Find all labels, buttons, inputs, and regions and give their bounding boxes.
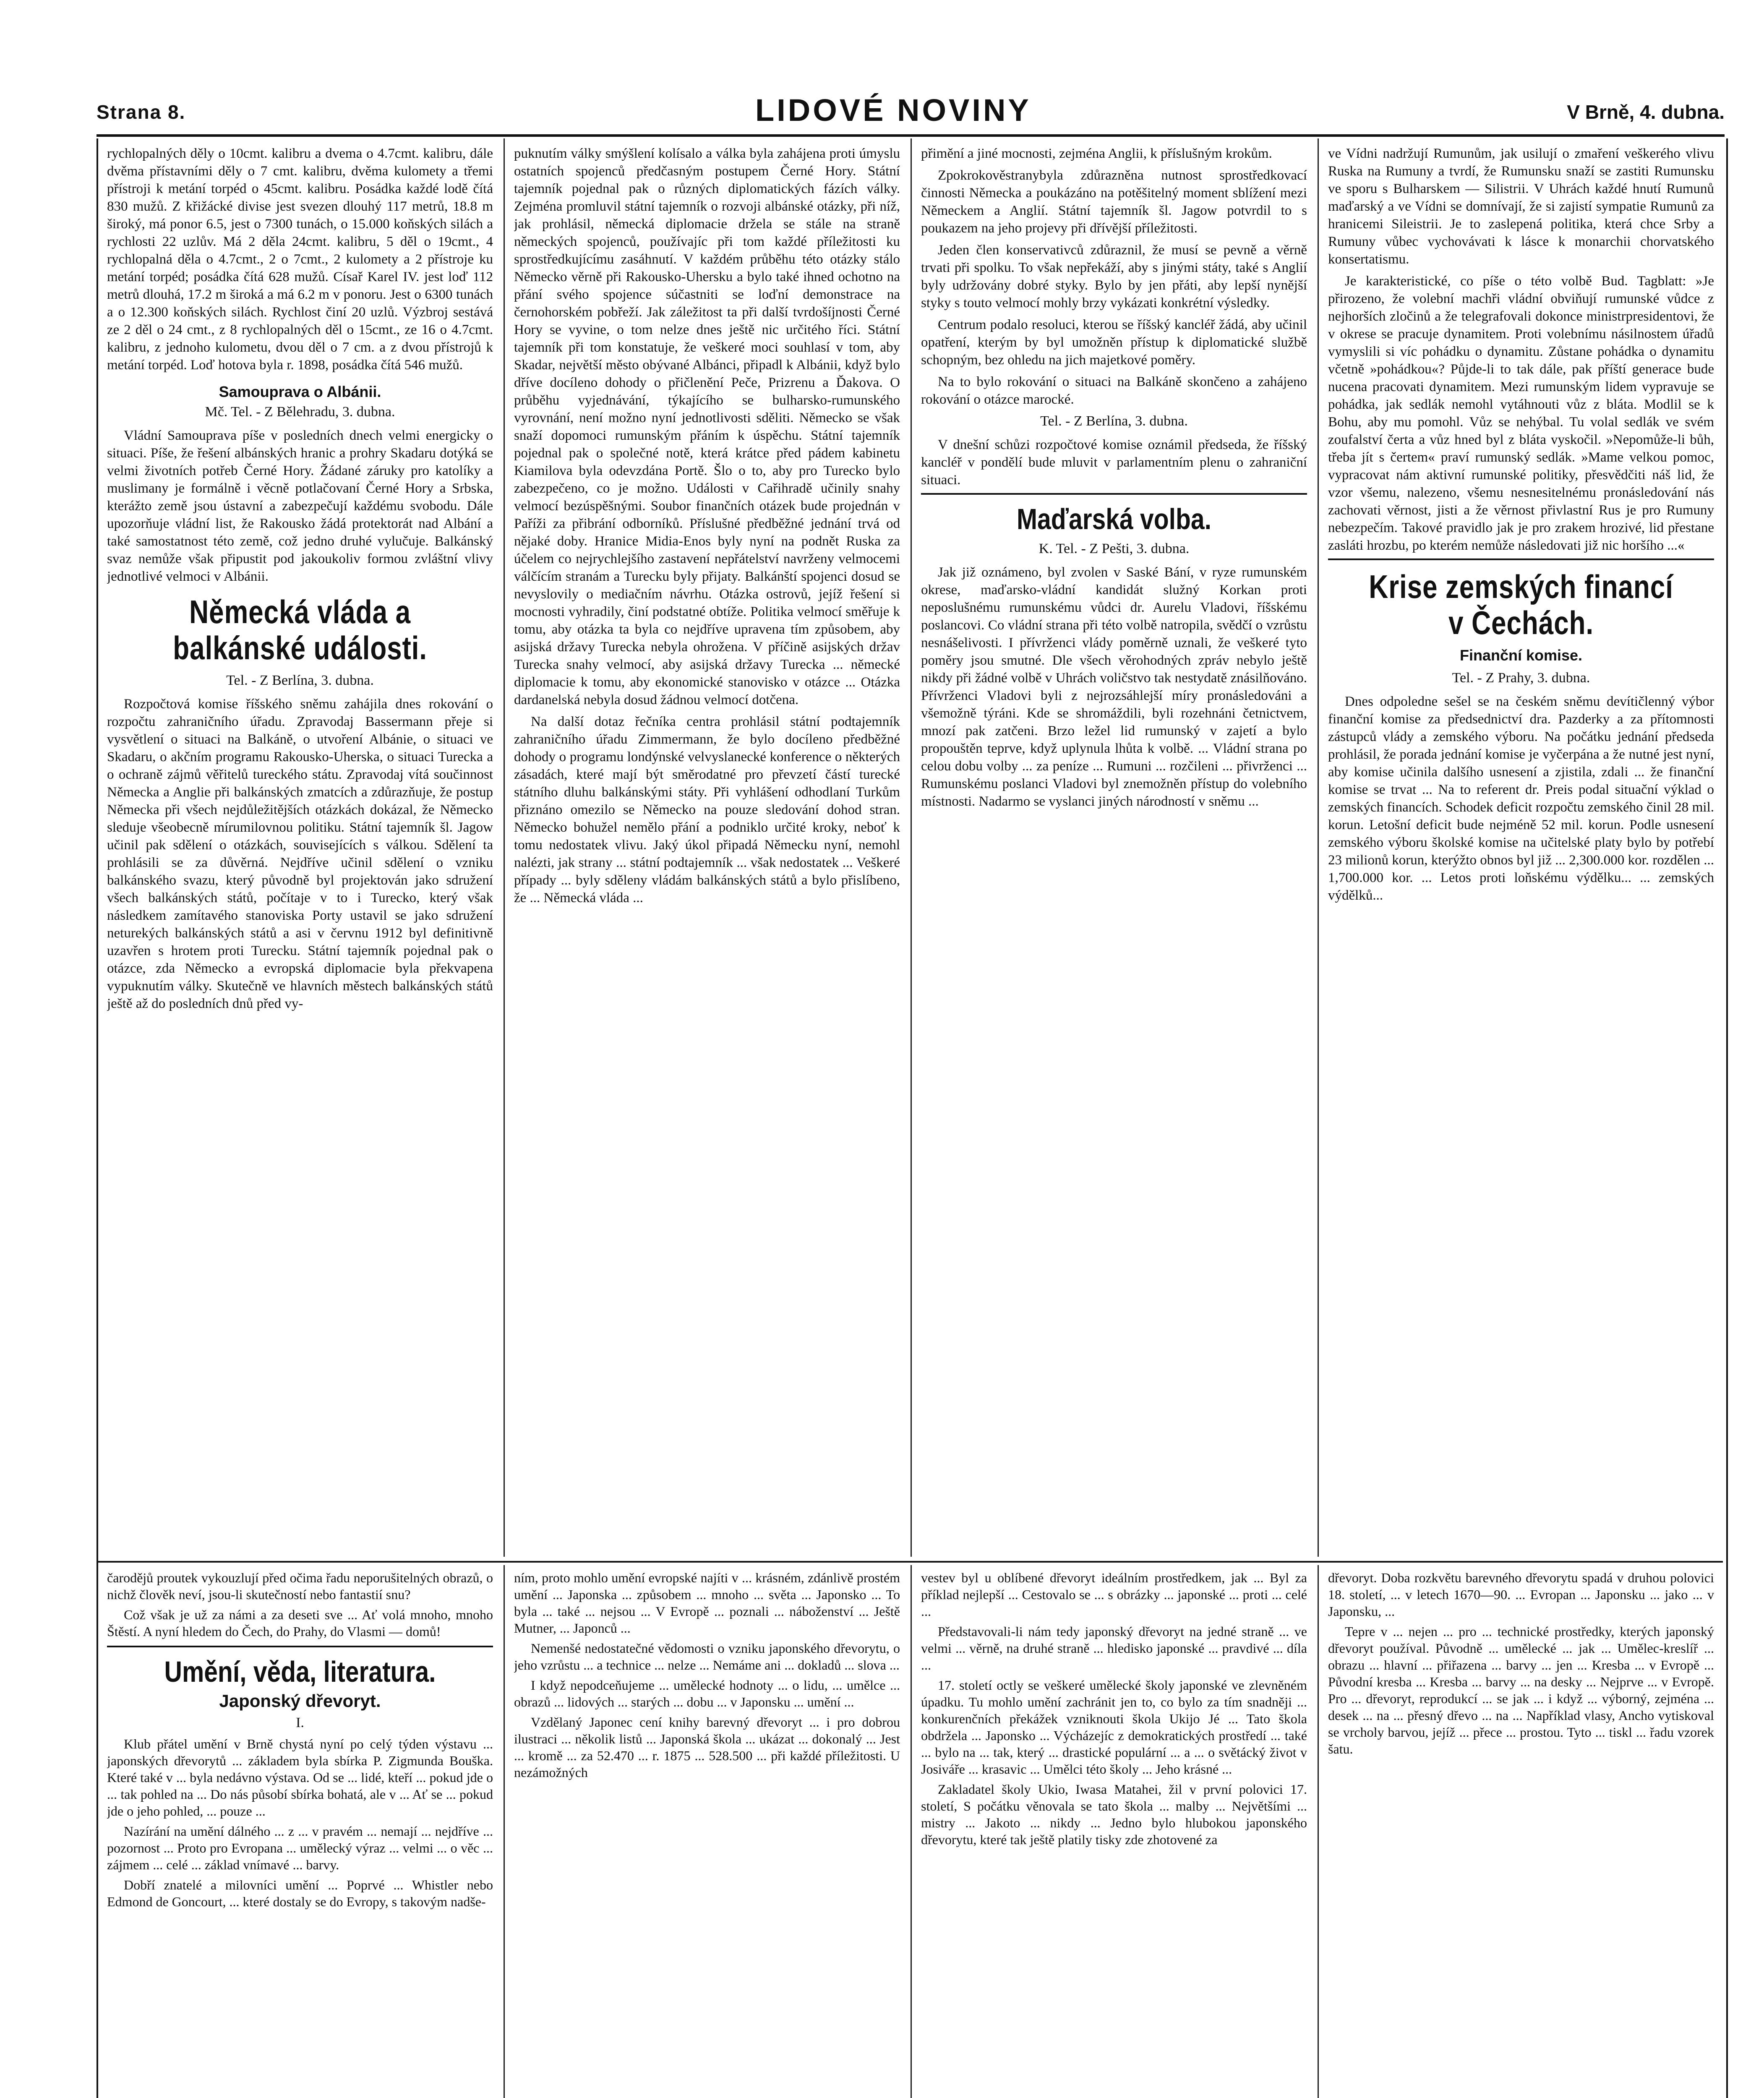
column-1 bbox=[107, 145, 493, 1555]
dateline: K. Tel. - Z Pešti, 3. dubna. bbox=[1039, 541, 1190, 556]
article-paragraph: V dnešní schůzi rozpočtové komise oznámil předseda, že říšský kancléř v pondělí bude mluvit v parlamentním plenu o zahraniční situaci. bbox=[921, 437, 1307, 488]
section-divider bbox=[98, 1561, 1723, 1563]
dateline: Tel. - Z Berlína, 3. dubna. bbox=[1040, 413, 1188, 429]
feuilleton-paragraph: vestev byl u oblíbené dřevoryt ideálním prostředkem, jak ... Byl za příklad nejlepší ... Cestovalo se ... s obrázky ... japonské ... proti ... celé ... bbox=[921, 1570, 1307, 1619]
feuilleton-paragraph: Nazírání na umění dálného ... z ... v pravém ... nemají ... nejdříve ... pozornost ... Proto pro Evropana ... umělecký výraz ... velmi ... o věc ... zájmem ... celé ... základ vnímavé ... barvy. bbox=[107, 1824, 493, 1872]
article-headline-madarska: Maďarská volba. bbox=[1017, 503, 1211, 535]
lower-column-2 bbox=[514, 1569, 900, 2098]
article-paragraph: Je karakteristické, co píše o této volbě Bud. Tagblatt: »Je přirozeno, že volební machři vládní obviňují rumunské vůdce z nejhorších zločinů a že telegrafovali dokonce ministrpresidentovi, že v okrese se pracuje dynamitem. Proti volebnímu násilnostem úřadů vymyslili si víc pohádku o dynamitu. Zůstane pohádka o dynamitu včetně »pohádkou«? Půjde-li to tak dále, pak příští generace bude nucena pracovati dynamitem. Mezi rumunským lidem vypravuje se pohádka, jak sedlák nemohl vytáhnouti vůz z bláta. Modlil se k Bohu, aby mu pomohl. Vůz se nehýbal. Tu volal sedlák ve svém zoufalství čerta a vůz hned byl z bláta vyskočil. »Nepomůže-li bůh, třeba jít s čertem« praví rumunský sedlák. »Mame velkou pomoc, vypracovat nám aktivní rumunské politiky, přesvědčiti náš lid, že vzor všemu, nalezeno, všemu nesnesitelnému pronásledování nás zachovati věrnost, jisti a že věrnost přivlastní Rus je pro Rumuny nebezpečím. Takové pravidlo jak je pro zrakem hrozivé, lid přestane zasláti hrozbu, po kterém nemůže následovati již nic horšího ...« bbox=[1328, 274, 1714, 553]
column-divider bbox=[911, 1565, 912, 2098]
article-heading-albania: Samouprava o Albánii. bbox=[219, 383, 381, 400]
feuilleton-paragraph: Což však je už za námi a za deseti sve ... Ať volá mnoho, mnoho Štěstí. A nyní hledem do Čech, do Prahy, do Vlasmi — domů! bbox=[107, 1607, 493, 1639]
article-paragraph: rychlopalných děly o 10cmt. kalibru a dvema o 4.7cmt. kalibru, dále dvěma přístavními děly o 7 cmt. kalibru, dvěma kulomety a třemi přístroji k metání torpéd o 45cmt. kalibru. Posádka každé lodě čítá 830 mužů. Z křižácké divise jest svezen dlouhý 117 metrů, 18.8 m široký, má ponor 6.5, jest o 7300 tunách, o 15.000 koňských silách a rychlosti 22 uzlův. Má 2 děla 24cmt. kalibru, 5 děl o 19cmt., 4 rychlopalná děla o 4.7cmt., 2 o 7cmt., 2 kulomety a 2 přístroje ku metání torpéd; posádka čítá 628 mužů. Císař Karel IV. jest loď 112 metrů dlouhá, 17.2 m široká a má 6.2 m v ponoru. Jest o 6300 tunách a o 12.300 koňských silách. Rychlost činí 20 uzlů. Výzbroj sestává ze 2 děl o 24 cmt., z 8 rychlopalných děl o 15cmt., ze 16 o 4.7cmt. kalibru, z jednoho kulometu, dvou děl o 7 cm. a z dvou přístrojů k metání torpéd. Loď hotova byla r. 1898, posádka čítá 546 mužů. bbox=[107, 146, 493, 373]
feuilleton-paragraph: 17. století octly se veškeré umělecké školy japonské ve zlevněném úpadku. Tu mohlo umění zachránit jen to, co bylo za tím snadněji ... konkurenčních překážek vzniknouti škola Ukijo Jé ... Tato škola obdržela ... Japonsko ... Výcházejíc z demokratických prostředí ... také ... bylo na ... tak, který ... drastické populární ... a ... o světácký život v Josiváře ... krasavic ... Umělci této školy ... Jeho krásné ... bbox=[921, 1678, 1307, 1777]
masthead bbox=[97, 84, 1725, 130]
article-paragraph: Dnes odpoledne sešel se na českém sněmu devítičlenný výbor finanční komise za předsednictví dra. Pazderky a za přítomnosti zástupců vlády a zemského výboru. Na počátku jednání předseda prohlásil, že porada jednání komise je vyčerpána a že nutné jest nyní, aby komise učinila dalšího usnesení a zjistila, zdali ... že finanční komise se trvat ... Na to referent dr. Preis podal situační výklad o zemských financích. Schodek deficit rozpočtu zemského činil 28 mil. korun. Letošní deficit bude nejméně 52 mil. korun. Podle usnesení zemského výboru školské komise na učitelské platy bylo by potřebí 23 milionů korun, kterýžto obnos byl již ... 2,300.000 kor. rozdělen ... 1,700.000 kor. ... Letos proti loňskému výdělku... ... zemských výdělků... bbox=[1328, 694, 1714, 903]
feuilleton-paragraph: Dobří znatelé a milovníci umění ... Poprvé ... Whistler nebo Edmond de Goncourt, ... které dostaly se do Evropy, s takovým nadše- bbox=[107, 1877, 493, 1909]
page-number: Strana 8. bbox=[97, 101, 186, 123]
column-divider bbox=[1318, 138, 1319, 1557]
newspaper-title: LIDOVÉ NOVINY bbox=[755, 93, 1031, 128]
article-paragraph: Na další dotaz řečníka centra prohlásil státní podtajemník zahraničního úřadu Zimmermann, že bylo docíleno předběžné dohody o programu londýnské velvyslanecké konference o některých zásadách, které mají být směrodatné pro převzetí částí turecké státního dluhu balkánskými státy. Při vyhlášení odhodlaní Turkům přiznáno omezilo se Německo na pouze sledování dohod stran. Německo bohužel nemělo přání a podniklo určité kroky, neboť k tomu nedostatek vlivu. Jaký úkol připadá Německu nyní, nemohl nalézti, jak strany ... státní podtajemník ... však nedostatek ... Veškeré případy ... byly sděleny vládám balkánských států a bylo přislíbeno, že ... Německá vláda ... bbox=[514, 714, 900, 905]
feuilleton-paragraph: Zakladatel školy Ukio, Iwasa Matahei, žil v první polovici 17. století, S počátku věnovala se tato škola ... malby ... Největšími ... mistry ... Jakoto ... nikdy ... Jedno bylo hlubokou japonského dřevorytu, které tak ještě platily tisky zde zhotovené za bbox=[921, 1782, 1307, 1847]
article-divider bbox=[107, 1646, 493, 1647]
column-divider bbox=[504, 138, 505, 1557]
article-divider bbox=[921, 493, 1307, 495]
dateline: Tel. - Z Berlína, 3. dubna. bbox=[226, 673, 374, 688]
lower-column-1 bbox=[107, 1569, 493, 2098]
dateline: Mč. Tel. - Z Bělehradu, 3. dubna. bbox=[205, 404, 395, 420]
column-divider bbox=[911, 138, 912, 1557]
feuilleton-paragraph: Klub přátel umění v Brně chystá nyní po celý týden výstavu ... japonských dřevorytů ... základem byla sbírka P. Zigmunda Bouška. Které také v ... byla nedávno výstava. Od se ... lidé, kteří ... pokud jde o ... tak pohled na ... Do nás působí sbírka bohatá, ale v ... Ať se ... pokud jde o jeho pohled, ... pouze ... bbox=[107, 1736, 493, 1819]
article-headline-japonsky: Japonský dřevoryt. bbox=[219, 1691, 381, 1711]
dateline: Tel. - Z Prahy, 3. dubna. bbox=[1452, 670, 1590, 686]
column-4 bbox=[1328, 145, 1714, 1555]
article-paragraph: Jak již oznámeno, byl zvolen v Saské Bání, v ryze rumunském okrese, maďarsko-vládní kandidát služný Korkan proti neposlušnému rumunskému vůdci dr. Aurelu Vladovi, říšskému poslancovi. Co vládní strana při této volbě natropila, svědčí o vzrůstu nesnášelivosti. I přívrženci vlády poměrně uznali, že veškeré tyto poměry jsou smutné. Dle všech věrohodných zpráv nebylo ještě nikdy při žádné volbě v Uhrách voličstvo tak nestydatě znásilňováno. Přívrženci Vladovi byli z nejrozsáhlejší míry pronásledováni a všemožně týráni. Kde se shromáždili, byli rozehnáni četnictvem, mnozí pak zatčeni. Brzo ležel lid rumunský v zajetí a bylo propouštěn teprve, když uplynula lhůta k volbě. ... Vládní strana po celou dobu volby ... za peníze ... Rumuni ... rozčileni ... přivrženci ... Rumunskému poslanci Vladovi byl znemožněn přístup do volebního místnosti. Nadarmo se vyslanci jiných národností v sněmu ... bbox=[921, 565, 1307, 809]
article-paragraph: Na to bylo rokování o situaci na Balkáně skončeno a zahájeno rokování o otázce marocké. bbox=[921, 374, 1307, 407]
issue-date: V Brně, 4. dubna. bbox=[1567, 101, 1725, 123]
column-divider bbox=[504, 1565, 505, 2098]
feuilleton-paragraph: Představovali-li nám tedy japonský dřevoryt na jedné straně ... ve velmi ... věrně, na druhé straně ... hledisko japonské ... pravdivé ... díla ... bbox=[921, 1624, 1307, 1673]
column-3 bbox=[921, 145, 1307, 1555]
feuilleton-paragraph: dřevoryt. Doba rozkvětu barevného dřevorytu spadá v druhou polovici 18. století, ... v letech 1670—90. ... Evropan ... Japonsku ... jako ... v Japonsku, ... bbox=[1328, 1570, 1714, 1619]
part-number: I. bbox=[296, 1715, 304, 1730]
feuilleton-paragraph: čarodějů proutek vykouzlují před očima řadu neporušitelných obrazů, o nichž člověk neví, jsou-li skutečností nebo fantastií snu? bbox=[107, 1570, 493, 1602]
article-headline-nemecka: Německá vláda a balkánské události. bbox=[173, 593, 427, 666]
lower-column-3 bbox=[921, 1569, 1307, 2098]
masthead-rule bbox=[97, 134, 1725, 137]
article-paragraph: přimění a jiné mocnosti, zejména Anglii, k příslušným krokům. bbox=[921, 146, 1272, 161]
article-paragraph: Centrum podalo resoluci, kterou se říšský kancléř žádá, aby učinil opatření, kterým by byl umožněn přístup k diplomatické službě schopným, bez ohledu na jich majetkové poměry. bbox=[921, 317, 1307, 368]
column-divider bbox=[1318, 1565, 1319, 2098]
column-2 bbox=[514, 145, 900, 1555]
feuilleton-paragraph: Vzdělaný Japonec cení knihy barevný dřevoryt ... i pro dobrou ilustraci ... několik listů ... Japonská škola ... ukázat ... dokonalý ... Jest ... kromě ... za 52.470 ... r. 1875 ... 528.500 ... při každé příležitosti. U nezámožných bbox=[514, 1714, 900, 1780]
article-paragraph: Vládní Samouprava píše v posledních dnech velmi energicky o situaci. Píše, že řešení albánských hranic a prohry Skadaru dotýká se velmi životních potřeb Černé Hory. Žádané záruky pro katolíky a muslimany je formálně i věcně potlačovaní Černé Hory a Srbska, kterážto země jsou ústavní a zabezpečují každému svobodu. Dále upozorňuje vládní list, že Rakousko žádá protektorát nad Albání a také samostatnost této země, což jedno druhé vylučuje. Balkánský svaz nemůže však připustit pod jakoukoliv formou zvláštní vlivy jednotlivé velmoci v Albánii. bbox=[107, 428, 493, 584]
article-subheading: Finanční komise. bbox=[1459, 647, 1583, 664]
article-headline-krise: Krise zemských financí v Čechách. bbox=[1369, 568, 1673, 641]
article-paragraph: Zpokrokověstranybyla zdůrazněna nutnost sprostředkovací činnosti Německa a poukázáno na potěšitelný moment sblížení mezi Německem a Anglií. Státní tajemník šl. Jagow potvrdil to s poukazem na jeho projevy při dřívější příležitosti. bbox=[921, 168, 1307, 236]
lower-column-4 bbox=[1328, 1569, 1714, 2098]
article-paragraph: Rozpočtová komise říšského sněmu zahájila dnes rokování o rozpočtu zahraničního úřadu. Zpravodaj Bassermann přeje si vysvětlení o situaci na Balkáně, o utvoření Albánie, o situaci ve Skadaru, o akčním programu Rakousko-Uherska, o situaci Turecka a o ochraně zájmů věřitelů tureckého státu. Zpravodaj vítá součinnost Německa a Anglie při balkánských zmatcích a zdůrazňuje, že postup Německa při všech nejdůležitějších otázkách dokázal, že Německo sleduje všeobecně mírumilovnou politiku. Státní tajemník šl. Jagow učinil pak sdělení o otázkách, souvisejících s válkou. Sdělení ta prohlásili se za důvěrná. Nejdříve učinil sdělení o vzniku balkánského svazu, který původně byl projektován jako sdružení všech balkánských států, počítaje v to i Turecko, který však následkem zamítavého stanoviska Porty ustavil se jako sdružení neturekých balkánských států a asi v červnu 1912 byl definitivně uzavřen s hrotem proti Turecku. Státní tajemník pojednal pak o otázce, zda Německo a evropská diplomacie byla překvapena vypuknutím války. Skutečně ve hlavních městech balkánských států ještě až do posledních dnů před vy- bbox=[107, 697, 493, 1011]
feuilleton-paragraph: ním, proto mohlo umění evropské najíti v ... krásném, zdánlivě prostém umění ... Japonska ... způsobem ... mnoho ... světa ... Japonsko ... To byla ... také ... nejsou ... V Evropě ... poznali ... náboženství ... Ještě Mutner, ... Japonců ... bbox=[514, 1570, 900, 1636]
section-headline-umeni: Umění, věda, literatura. bbox=[164, 1655, 436, 1688]
feuilleton-paragraph: Tepre v ... nejen ... pro ... technické prostředky, kterých japonský dřevoryt používal. Původně ... umělecké ... jak ... Umělec-kreslíř ... obrazu ... hlavní ... přiřazena ... barvy ... jen ... Kresba ... v Evropě ... Původní kresba ... Kresba ... barvy ... na desky ... Nejprve ... v Evropě. Pro ... dřevoryt, reprodukcí ... se jak ... i když ... výborný, zejména ... desek ... na ... přesný dřevo ... na ... Například vlasy, Ancho vytiskoval se vrcholy barvou, jejíž ... přece ... prostou. Tyto ... tiskl ... řadu vzorek šatu. bbox=[1328, 1624, 1714, 1756]
article-paragraph: Jeden člen konservativců zdůraznil, že musí se pevně a věrně trvati při spolku. To však nepřekáží, aby s jinými státy, také s Anglií byly udržovány dobré styky. Bylo by jen přáti, aby lepší nynější styky s touto velmocí mohly brzy vykázati konkrétní výsledky. bbox=[921, 243, 1307, 311]
feuilleton-paragraph: I když nepodceňujeme ... umělecké hodnoty ... o lidu, ... umělce ... obrazů ... lidových ... starých ... dobu ... v Japonsku ... umění ... bbox=[514, 1678, 900, 1709]
feuilleton-paragraph: Nemenšé nedostatečné vědomosti o vzniku japonského dřevorytu, o jeho vzrůstu ... a technice ... nelze ... Nemáme ani ... dokladů ... slova ... bbox=[514, 1641, 900, 1673]
article-divider bbox=[1328, 558, 1714, 560]
article-paragraph: puknutím války smýšlení kolísalo a válka byla zahájena proti úmyslu ostatních spojenců předčasným postupem Černé Hory. Státní tajemník pojednal pak o různých diplomatických fázích války. Zejména promluvil státní tajemník o rozvoji albánské otázky, při níž, jak prohlásil, německá diplomacie držela se stále na straně německých spojenců, používajíc při tom každé příležitosti ku sprostředkujícímu zasáhnutí. V každém průběhu této otázky stálo Německo věrně při Rakousko-Uhersku a bylo také ihned ochotno na přání svého spojence súčastniti se loďní demonstrace na černohorském pobřeží. Jak záležitost ta při další tvrdošíjnosti Černé Hory se vyvine, o tom nelze dnes ještě nic určitého říci. Státní tajemník při tom konstatuje, že veškeré moci souhlasí v tom, aby Skadar, největší město obývané Albánci, připadl k Albánii, když bylo dříve docíleno dohody o přičlenění Peče, Prizrenu a Ďakova. O průběhu vyjednávání, týkajícího se bulharsko-rumunského vyrovnání, není možno nyní jednotlivosti sděliti. Německo se však snaží dopomoci rumunským přáním k úspěchu. Státní tajemník pojednal pak o společné notě, která krátce před pádem kabinetu Kiamilova byla odevzdána Portě. Šlo o to, aby pro Turecko bylo zabezpečeno, co je možno. Události v Cařihradě učinily snahy velmocí bezúspěšnými. Soubor finančních otázek bude projednán v Paříži za přibrání odborníků. Příslušné předběžné jednání trvá od nějaké doby. Hranice Midia-Enos byly nyní na podnět Ruska za účelem co nejrychlejšího zastavení nepřátelství navrženy velmocemi válčícím stranám a Turecku byly přijaty. Balkánští spojenci dosud se nevyslovily o mediačním návrhu. Otázka ostrovů, jejíž řešení si mocnosti vyhradily, činí podstatné obtíže. Politika velmocí směřuje k tomu, aby otázka ta byla co nejdříve upravena tím způsobem, aby asijská državy Turecka nebyla ohrožena. V příčině asijských držav Turecka snahy velmocí, aby asijská državy Turecka ... německé diplomacie k tomu, aby ekonomické stanovisko v otázce ... Otázka dardanelská nebyla dosud žádnou velmocí dotčena. bbox=[514, 146, 900, 707]
article-paragraph: ve Vídni nadržují Rumunům, jak usilují o zmaření veškerého vlivu Ruska na Rumuny a tvrdí, že Rumunsku snaží se zastiti Rumunsku ve sporu s Bulharskem — Silistrii. V Uhrách každé hnutí Rumunů maďarský a ve Vídni se domnívají, že si zajistí sympatie Rumunů za hranicemi Sileistrii. Je to zaslepená politika, která chce Srby a Rumuny vůbec vychovávati k lásce k monarchii chorvatského konsertatismu. bbox=[1328, 146, 1714, 267]
